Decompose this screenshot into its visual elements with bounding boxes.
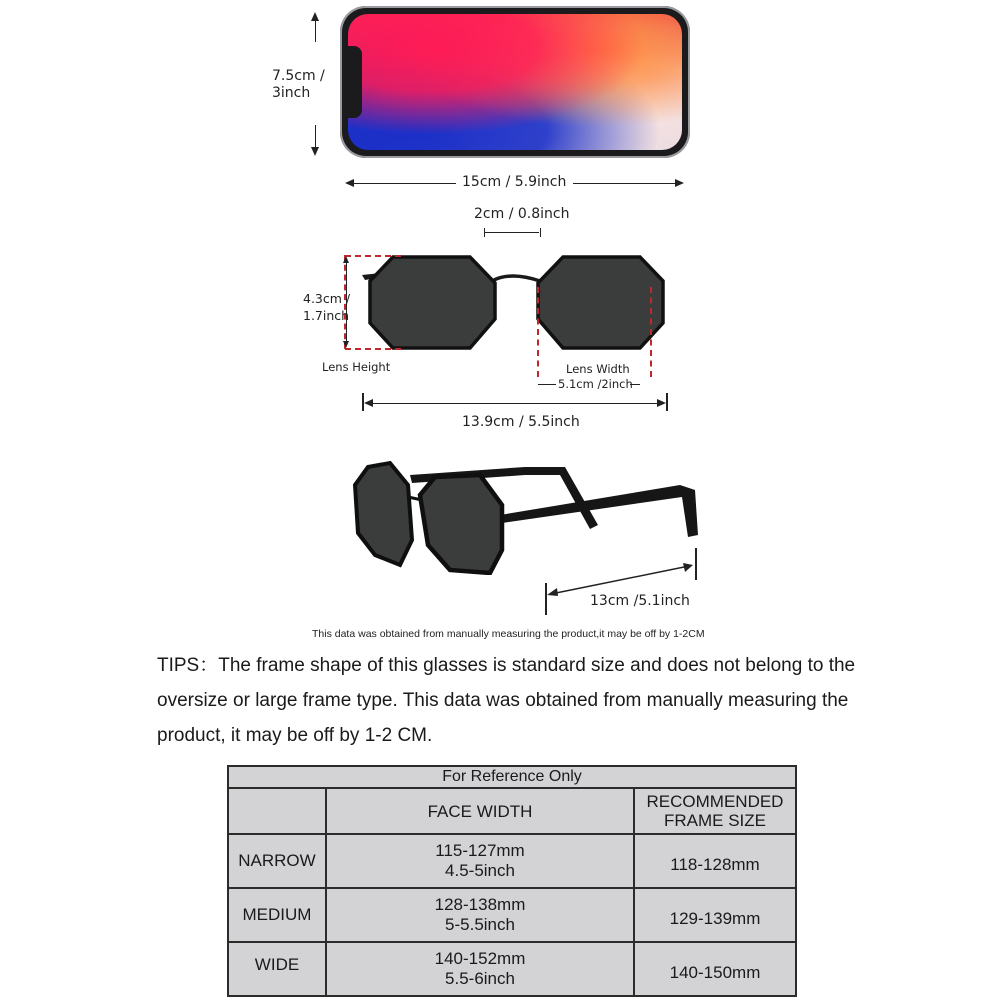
header-face-width: FACE WIDTH [326,788,634,834]
face-width-inch: 5.5-6inch [445,969,515,988]
phone-height-cm: 7.5cm / [272,68,325,84]
total-width-label: 13.9cm / 5.5inch [462,414,580,430]
phone-width-label: 15cm / 5.9inch [462,174,567,190]
lens-height-value [303,290,350,324]
tips-prefix: TIPS： [157,655,219,676]
lens-width-guide-right [650,287,652,377]
near-temple [500,485,698,537]
size-name: WIDE [228,942,326,996]
table-row [228,834,796,888]
side-glasses-image [350,455,710,575]
lens-width-caption: Lens Width [566,362,630,376]
size-name: MEDIUM [228,888,326,942]
size-name: NARROW [228,834,326,888]
header-recommended-line1: RECOMMENDED [646,792,784,811]
frame-size: 140-150mm [634,942,796,996]
back-lens [355,463,412,565]
face-width-cell [326,942,634,996]
face-width-mm: 140-152mm [434,949,526,968]
front-lens [420,475,502,573]
lens-height-caption: Lens Height [322,360,391,374]
face-width-inch: 5-5.5inch [445,915,515,934]
tips-text: The frame shape of this glasses is standard size and does not belong to the oversize or large frame type. This data was obtained from manually measuring the product, it may be off by 1-2 CM. [157,655,856,746]
tips-paragraph [157,648,877,753]
front-glasses-image [340,245,670,355]
table-caption: For Reference Only [228,766,796,788]
table-caption-row [228,766,796,788]
lens-height-guide-top [345,255,401,257]
lens-width-guide-left [537,287,539,377]
table-row [228,942,796,996]
size-reference-table [227,765,797,997]
bridge-width-label: 2cm / 0.8inch [474,206,570,222]
phone-image [340,6,690,158]
lens-width-value: 5.1cm /2inch [558,377,633,391]
phone-height-inch: 3inch [272,85,311,101]
face-width-cell [326,834,634,888]
lens-height-guide-bottom [345,348,401,350]
face-width-mm: 115-127mm [435,841,525,860]
face-width-cell [326,888,634,942]
measurement-disclaimer: This data was obtained from manually measuring the product,it may be off by 1-2CM [312,628,705,640]
lens-height-cm: 4.3cm / [303,291,351,306]
frame-size: 129-139mm [634,888,796,942]
right-lens [538,257,663,348]
lens-height-inch: 1.7inch [303,308,350,323]
face-width-mm: 128-138mm [434,895,526,914]
frame-size: 118-128mm [634,834,796,888]
face-width-inch: 4.5-5inch [445,861,515,880]
header-recommended-frame-size [634,788,796,834]
table-header-row [228,788,796,834]
bridge [492,276,540,281]
left-lens [370,257,495,348]
temple-length-label: 13cm /5.1inch [590,593,690,609]
header-empty [228,788,326,834]
phone-notch [348,46,362,118]
phone-screen [348,14,682,150]
phone-height-label [272,68,325,102]
table-row [228,888,796,942]
header-recommended-line2: FRAME SIZE [663,811,766,830]
